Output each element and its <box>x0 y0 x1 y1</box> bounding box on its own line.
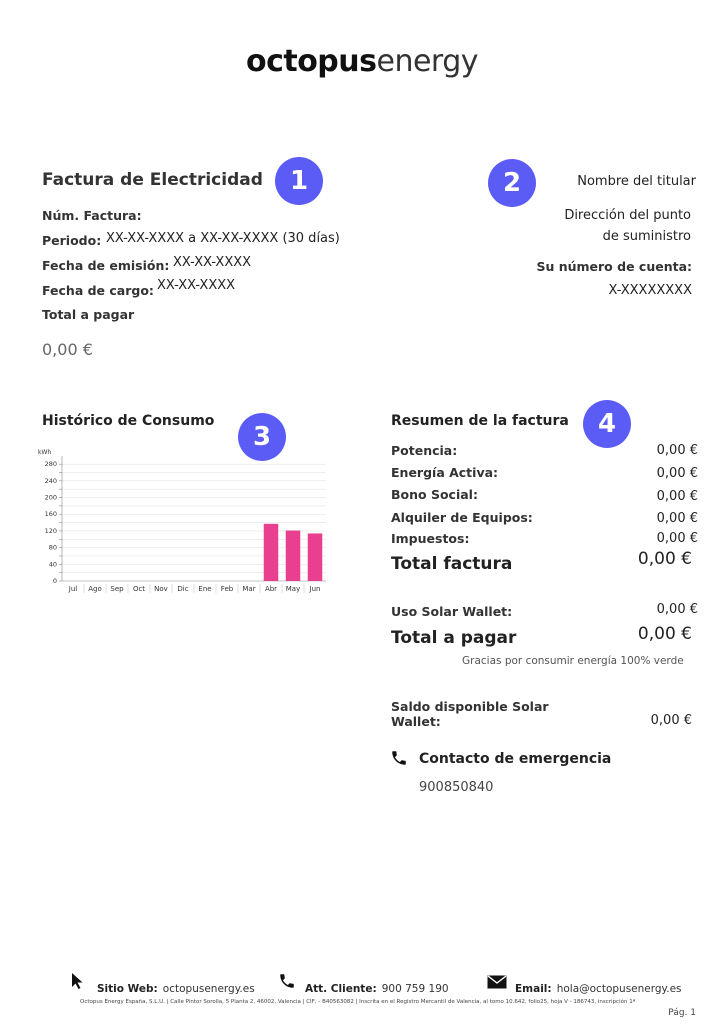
summary-row-alquiler-label: Alquiler de Equipos: <box>391 510 533 525</box>
x-tick-label: Jun <box>309 585 321 593</box>
section-badge-2: 2 <box>488 159 536 207</box>
summary-row-potencia-value: 0,00 € <box>656 443 698 458</box>
y-tick-label: 160 <box>44 510 57 519</box>
y-tick-label: 200 <box>44 493 57 502</box>
chart-title: Histórico de Consumo <box>42 413 215 429</box>
section-badge-4: 4 <box>583 400 631 448</box>
invoice-number-label: Núm. Factura: <box>42 208 142 223</box>
summary-title: Resumen de la factura <box>391 413 569 429</box>
x-tick-label: Abr <box>264 585 278 593</box>
saldo-value: 0,00 € <box>650 713 692 728</box>
phone-icon <box>278 972 296 994</box>
period-value: XX-XX-XXXX a XX-XX-XXXX (30 días) <box>106 231 340 246</box>
email-link[interactable]: hola@octopusenergy.es <box>556 983 682 995</box>
x-tick-label: Ago <box>88 585 102 593</box>
customer-service-label: Att. Cliente: <box>305 983 377 995</box>
envelope-icon <box>487 974 507 993</box>
y-tick-label: 120 <box>44 526 57 535</box>
summary-row-energia-label: Energía Activa: <box>391 465 499 480</box>
supply-address-line2: de suministro <box>602 229 691 244</box>
footer-email[interactable] <box>515 977 682 996</box>
x-tick-label: Oct <box>132 585 146 593</box>
x-tick-label: Feb <box>220 585 234 593</box>
bar-may <box>286 531 301 581</box>
summary-row-bono-value: 0,00 € <box>656 489 698 504</box>
emergency-phone: 900850840 <box>419 780 494 795</box>
section-badge-1: 1 <box>275 157 323 205</box>
brand-logo <box>0 44 724 79</box>
period-label: Periodo: <box>42 233 102 248</box>
total-factura-label: Total factura <box>391 554 513 574</box>
x-tick-label: Sep <box>110 585 124 593</box>
x-tick-label: May <box>285 585 301 593</box>
x-tick-label: Nov <box>154 585 168 593</box>
solar-wallet-usage-label: Uso Solar Wallet: <box>391 604 513 619</box>
logo-light: energy <box>376 44 479 79</box>
saldo-label-line2: Wallet: <box>391 714 441 729</box>
x-tick-label: Mar <box>242 585 256 593</box>
website-label: Sitio Web: <box>97 983 158 995</box>
y-tick-label: 280 <box>44 460 57 469</box>
x-tick-label: Dic <box>177 585 189 593</box>
total-pagar-value: 0,00 € <box>637 624 692 644</box>
summary-row-alquiler-value: 0,00 € <box>656 511 698 526</box>
bar-abr <box>264 524 279 581</box>
saldo-label-line1: Saldo disponible Solar <box>391 699 549 714</box>
page-number: Pág. 1 <box>668 1008 696 1018</box>
y-tick-label: 0 <box>52 577 57 585</box>
customer-service-phone[interactable]: 900 759 190 <box>381 983 449 995</box>
phone-icon <box>390 749 408 771</box>
charge-date-value: XX-XX-XXXX <box>157 278 236 293</box>
x-tick-label: Jul <box>68 585 78 593</box>
x-tick-label: Ene <box>198 585 212 593</box>
total-due-value: 0,00 € <box>42 340 93 359</box>
account-number-label: Su número de cuenta: <box>536 259 692 274</box>
summary-row-impuestos-value: 0,00 € <box>656 531 698 546</box>
chart-y-unit: kWh <box>38 449 52 456</box>
charge-date-label: Fecha de cargo: <box>42 283 154 298</box>
supply-address-line1: Dirección del punto <box>564 208 691 223</box>
logo-bold: octopus <box>245 44 377 79</box>
summary-row-energia-value: 0,00 € <box>656 466 698 481</box>
legal-notice: Octopus Energy España, S.L.U. | Calle Pintor Sorolla, 5 Planta 2, 46002, Valencia | CIF, - B40563082 | Inscrita en el Registro Mercantil de Valencia, al tomo 10.642, folio25, hoja V - 186743, inscripción 1ª <box>80 999 636 1005</box>
footer-customer-service[interactable] <box>305 977 449 996</box>
issue-date-value: XX-XX-XXXX <box>173 255 252 270</box>
summary-row-potencia-label: Potencia: <box>391 443 458 458</box>
solar-wallet-usage-value: 0,00 € <box>656 602 698 617</box>
footer-website[interactable] <box>97 977 255 996</box>
emergency-contact-title: Contacto de emergencia <box>419 751 612 767</box>
summary-row-impuestos-label: Impuestos: <box>391 531 470 546</box>
consumption-chart <box>30 442 330 598</box>
total-factura-value: 0,00 € <box>637 549 692 569</box>
issue-date-label: Fecha de emisión: <box>42 258 170 273</box>
holder-name: Nombre del titular <box>577 174 696 189</box>
y-tick-label: 40 <box>48 560 57 569</box>
green-energy-note: Gracias por consumir energía 100% verde <box>462 655 684 667</box>
y-tick-label: 80 <box>48 543 57 552</box>
total-due-label: Total a pagar <box>42 307 135 322</box>
website-link[interactable]: octopusenergy.es <box>162 983 255 995</box>
y-tick-label: 240 <box>44 476 57 485</box>
section-badge-3: 3 <box>238 413 286 461</box>
bar-jun <box>308 533 323 581</box>
cursor-icon <box>70 972 86 994</box>
account-number-value: X-XXXXXXXX <box>608 283 692 298</box>
email-label: Email: <box>515 983 552 995</box>
invoice-title: Factura de Electricidad <box>42 170 263 190</box>
total-pagar-label: Total a pagar <box>391 628 517 648</box>
summary-row-bono-label: Bono Social: <box>391 487 478 502</box>
